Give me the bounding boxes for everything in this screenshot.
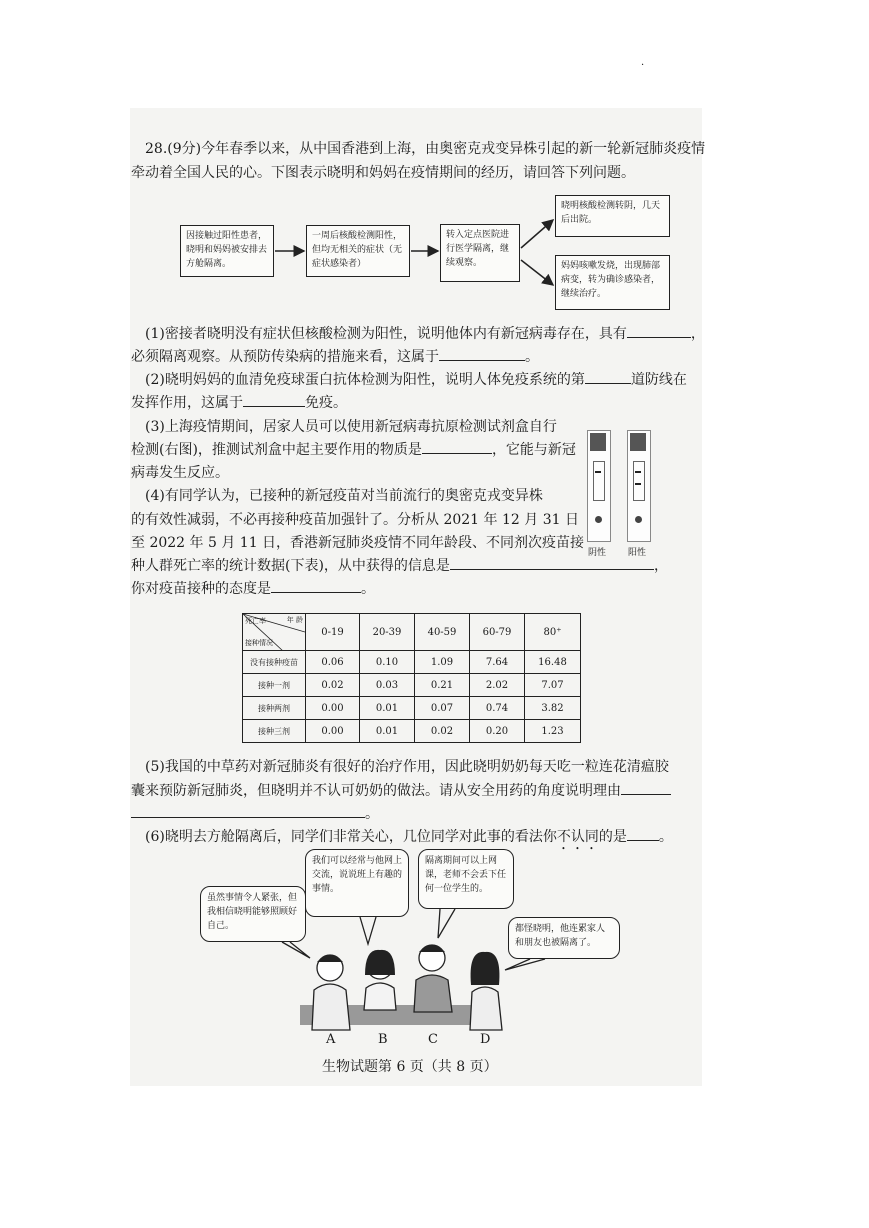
q2-text-b: 道防线在	[630, 372, 687, 388]
table-cell: 0.10	[360, 651, 415, 674]
bubble-tail-b	[360, 917, 376, 944]
table-corner-mid: 死亡率	[245, 617, 266, 625]
flow-box-1: 因接触过阳性患者，晓明和妈妈被安排去方舱隔离。	[180, 225, 274, 277]
q1-text-a: (1)密接者晓明没有症状但核酸检测为阳性，说明他体内有新冠病毒存在，具有	[145, 326, 627, 342]
table-header-cell: 80⁺	[525, 614, 581, 651]
q2-text-c: 发挥作用，这属于	[131, 395, 243, 411]
q5-text-b: 。	[365, 806, 379, 822]
q4-line2: 的有效性减弱，不必再接种疫苗加强针了。分析从 2021 年 12 月 31 日	[131, 512, 579, 528]
table-cell: 3.82	[525, 697, 581, 720]
table-cell: 0.03	[360, 674, 415, 697]
student-c-figure	[414, 945, 452, 1012]
q6-emphasis: 不认同	[556, 829, 599, 845]
table-cell: 0.74	[470, 697, 525, 720]
q6-text-b: 的是	[598, 829, 627, 845]
table-cell: 2.02	[470, 674, 525, 697]
table-header-cell: 40-59	[415, 614, 470, 651]
q5-line1: (5)我国的中草药对新冠肺炎有很好的治疗作用，因此晓明奶奶每天吃一粒连花清瘟胶	[145, 759, 669, 775]
kit-negative-label: 阴性	[588, 548, 607, 558]
q2-text-d: 免疫。	[305, 395, 347, 411]
bubble-tail-d	[505, 959, 545, 970]
table-cell: 7.07	[525, 674, 581, 697]
table-header-cell: 60-79	[470, 614, 525, 651]
speech-bubble-d: 都怪晓明，他连累家人和朋友也被隔离了。	[508, 917, 620, 959]
label-c: C	[428, 1032, 438, 1047]
q1-text-b: ，	[690, 326, 705, 342]
q4-line1: (4)有同学认为，已接种的新冠疫苗对当前流行的奥密克戎变异株	[145, 488, 543, 504]
table-corner-bottom: 接种情况	[245, 639, 273, 647]
question-intro-line2: 牵动着全国人民的心。下图表示晓明和妈妈在疫情期间的经历，请回答下列问题。	[131, 165, 635, 181]
q3-text-a: 检测(右图)，推测试剂盒中起主要作用的物质是	[131, 442, 422, 458]
table-cell: 0.21	[415, 674, 470, 697]
kit-positive-label: 阳性	[628, 548, 647, 558]
table-cell: 0.01	[360, 720, 415, 743]
table-cell: 1.09	[415, 651, 470, 674]
q4-text-a: 种人群死亡率的统计数据(下表)，从中获得的信息是	[131, 558, 450, 574]
student-d-figure	[470, 952, 502, 1030]
q4-line3: 至 2022 年 5 月 11 日，香港新冠肺炎疫情不同年龄段、不同剂次疫苗接	[131, 535, 585, 551]
flow-box-4: 晓明核酸检测转阴，几天后出院。	[555, 195, 670, 237]
question-intro-line1: 28.(9分)今年春季以来，从中国香港到上海，由奥密克戎变异株引起的新一轮新冠肺炎疫情	[145, 141, 706, 157]
q3-line1: (3)上海疫情期间，居家人员可以使用新冠病毒抗原检测试剂盒自行	[145, 419, 557, 435]
flow-box-5: 妈妈咳嗽发烧，出现肺部病变，转为确诊感染者，继续治疗。	[555, 255, 670, 310]
table-row-label: 接种三剂	[243, 720, 306, 743]
table-cell: 0.00	[306, 720, 360, 743]
student-a-figure	[312, 955, 350, 1030]
table-cell: 0.01	[360, 697, 415, 720]
label-d: D	[480, 1032, 491, 1047]
table-cell: 0.06	[306, 651, 360, 674]
table-cell: 1.23	[525, 720, 581, 743]
q3-line3: 病毒发生反应。	[131, 465, 229, 481]
table-cell: 0.20	[470, 720, 525, 743]
table-cell: 0.02	[415, 720, 470, 743]
q3-text-b: ，它能与新冠	[491, 442, 576, 458]
q1-text-d: 。	[525, 349, 539, 365]
bubble-tail-c	[438, 909, 455, 938]
student-b-figure	[364, 950, 396, 1010]
q4-text-c: 你对疫苗接种的态度是	[131, 581, 271, 597]
q6-text-a: (6)晓明去方舱隔离后，同学们非常关心，几位同学对此事的看法你	[145, 829, 557, 845]
table-cell: 0.00	[306, 697, 360, 720]
bubble-tail-a	[282, 942, 310, 958]
speech-bubble-b: 我们可以经常与他网上交流，说说班上有趣的事情。	[305, 849, 409, 917]
speech-bubble-c: 隔离期间可以上网课，老师不会丢下任何一位学生的。	[418, 849, 514, 909]
label-a: A	[326, 1032, 336, 1047]
table-header-cell: 20-39	[360, 614, 415, 651]
table-cell: 0.02	[306, 674, 360, 697]
q4-text-b: ，	[653, 558, 668, 574]
flow-box-3: 转入定点医院进行医学隔离，继续观察。	[440, 224, 520, 282]
label-b: B	[378, 1032, 388, 1047]
q5-text-a: 囊来预防新冠肺炎，但晓明并不认可奶奶的做法。请从安全用药的角度说明理由	[131, 783, 621, 799]
table-cell: 16.48	[525, 651, 581, 674]
q4-text-d: 。	[361, 581, 375, 597]
q6-text-c: 。	[658, 829, 673, 845]
q2-text-a: (2)晓明妈妈的血清免疫球蛋白抗体检测为阳性，说明人体免疫系统的第	[145, 372, 585, 388]
speech-bubble-a: 虽然事情令人紧张，但我相信晓明能够照顾好自己。	[200, 886, 306, 942]
q1-text-c: 必须隔离观察。从预防传染病的措施来看，这属于	[131, 349, 439, 365]
table-cell: 0.07	[415, 697, 470, 720]
table-row-label: 没有接种疫苗	[243, 651, 306, 674]
table-cell: 7.64	[470, 651, 525, 674]
flow-box-2: 一周后核酸检测阳性，但均无相关的症状（无症状感染者）	[306, 225, 410, 277]
table-row-label: 接种一剂	[243, 674, 306, 697]
table-header-cell: 0-19	[306, 614, 360, 651]
stray-mark: ·	[641, 60, 645, 71]
table-row-label: 接种两剂	[243, 697, 306, 720]
table-corner-top: 年 龄	[286, 616, 303, 624]
page-footer: 生物试题第 6 页（共 8 页）	[322, 1059, 498, 1075]
